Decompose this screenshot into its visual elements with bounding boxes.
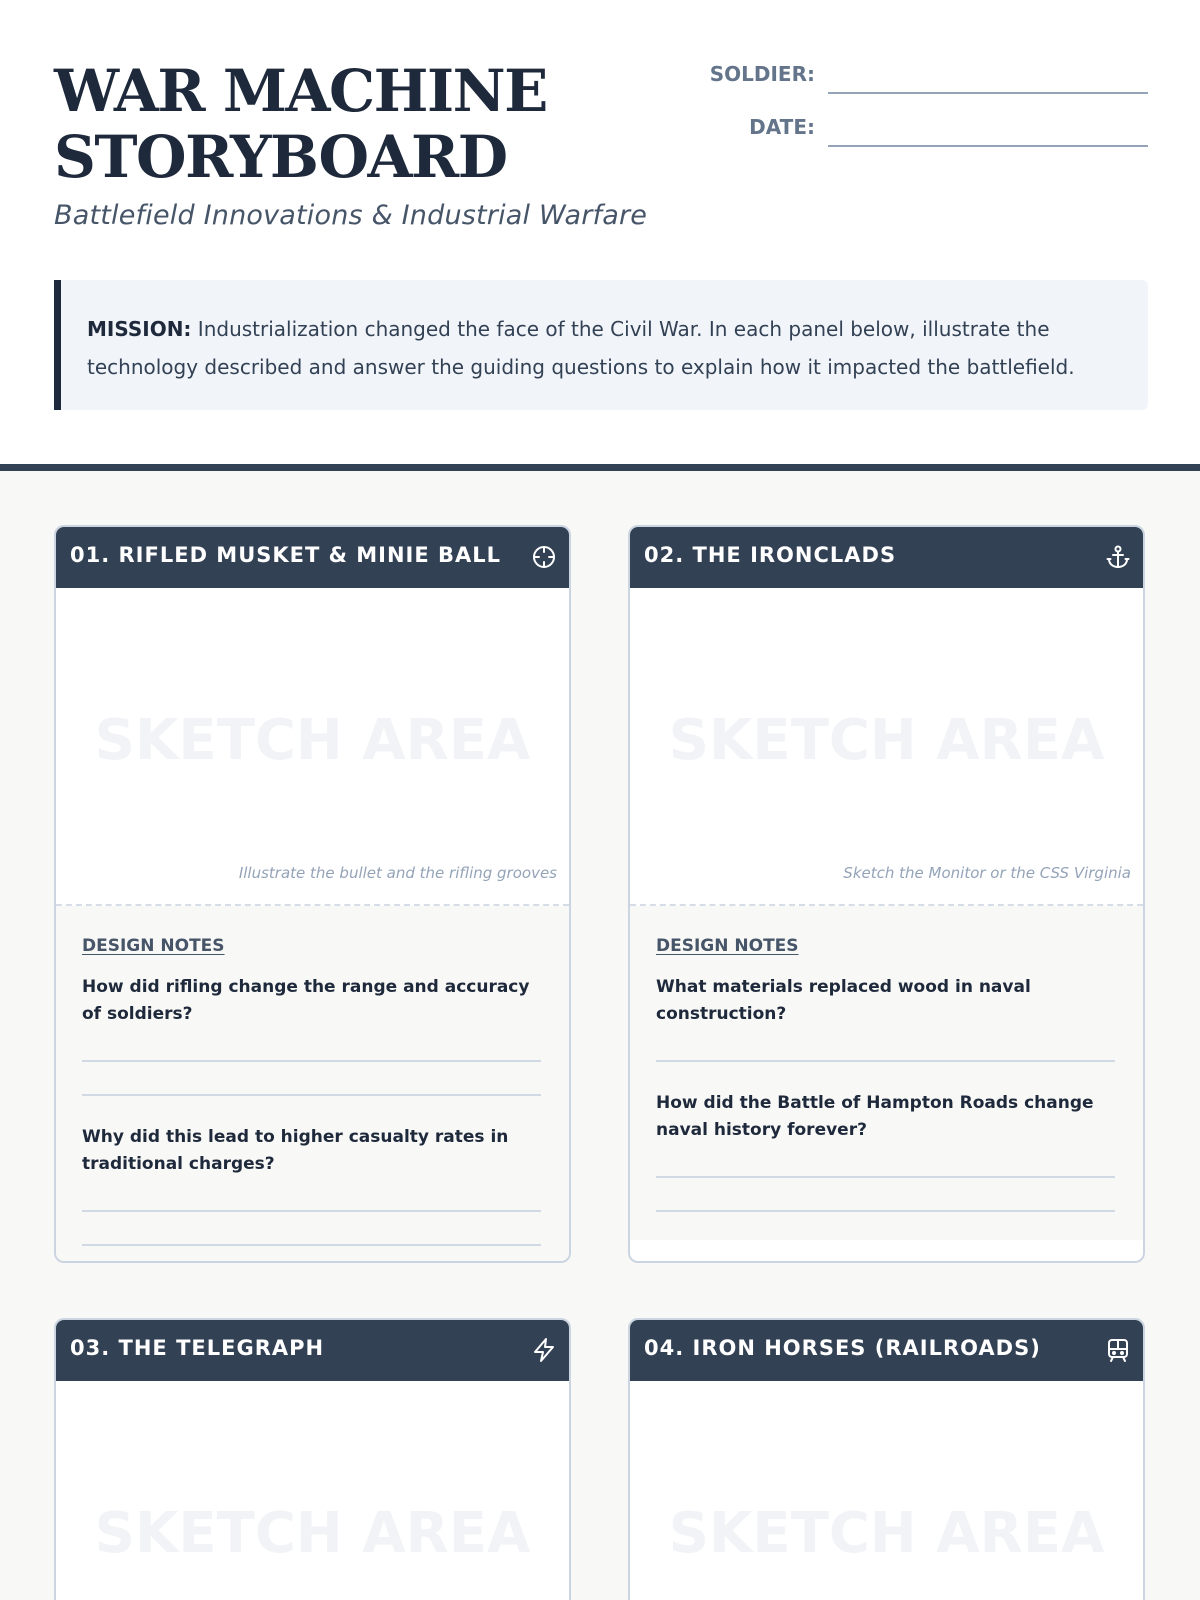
answer-line[interactable] — [82, 1210, 541, 1212]
soldier-field[interactable] — [828, 92, 1148, 94]
panel-title: 03. THE TELEGRAPH — [70, 1336, 325, 1360]
page-subtitle: Battlefield Innovations & Industrial Warfare — [54, 200, 648, 231]
sketch-watermark: SKETCH AREA — [668, 1501, 1105, 1566]
design-notes — [630, 906, 1143, 1240]
panel-header — [630, 1320, 1143, 1381]
sketch-area[interactable] — [56, 588, 569, 906]
sketch-hint: Illustrate the bullet and the rifling grooves — [238, 864, 557, 882]
panel-title: 01. RIFLED MUSKET & MINIE BALL — [70, 543, 502, 567]
mission-text: Industrialization changed the face of the Civil War. In each panel below, illustrate the technology described and answer the guiding questions to explain how it impacted the battlefield. — [87, 317, 1075, 379]
worksheet-header — [0, 0, 1200, 465]
design-notes-heading: DESIGN NOTES — [656, 936, 799, 956]
anchor-icon — [1105, 544, 1131, 570]
question: Why did this lead to higher casualty rates in traditional charges? — [82, 1127, 509, 1174]
panel-header — [56, 527, 569, 588]
title-line-2: STORYBOARD — [54, 123, 507, 191]
answer-line[interactable] — [656, 1176, 1115, 1178]
sketch-watermark: SKETCH AREA — [94, 1501, 531, 1566]
date-field[interactable] — [828, 145, 1148, 147]
sketch-watermark: SKETCH AREA — [668, 708, 1105, 773]
design-notes-heading: DESIGN NOTES — [82, 936, 225, 956]
panel-telegraph — [54, 1318, 571, 1600]
answer-line[interactable] — [82, 1244, 541, 1246]
soldier-label: SOLDIER: — [709, 62, 815, 86]
answer-line[interactable] — [82, 1060, 541, 1062]
panel-rifled-musket — [54, 525, 571, 1263]
design-notes — [56, 906, 569, 1263]
panel-header — [630, 527, 1143, 588]
sketch-watermark: SKETCH AREA — [94, 708, 531, 773]
question: How did rifling change the range and accuracy of soldiers? — [82, 977, 530, 1024]
panel-title: 02. THE IRONCLADS — [644, 543, 897, 567]
mission-box — [54, 280, 1148, 410]
page-title — [54, 58, 547, 190]
panel-ironclads — [628, 525, 1145, 1263]
sketch-hint: Sketch the Monitor or the CSS Virginia — [843, 864, 1131, 882]
mission-label: MISSION: — [87, 317, 192, 341]
panel-title: 04. IRON HORSES (RAILROADS) — [644, 1336, 1041, 1360]
panel-header — [56, 1320, 569, 1381]
date-label: DATE: — [749, 115, 815, 139]
title-line-1: WAR MACHINE — [54, 57, 547, 125]
crosshair-icon — [531, 544, 557, 570]
answer-line[interactable] — [656, 1210, 1115, 1212]
panel-railroads — [628, 1318, 1145, 1600]
sketch-area[interactable] — [630, 1381, 1143, 1600]
sketch-area[interactable] — [630, 588, 1143, 906]
lightning-icon — [531, 1337, 557, 1363]
section-divider — [0, 464, 1200, 471]
sketch-area[interactable] — [56, 1381, 569, 1600]
train-icon — [1105, 1337, 1131, 1363]
question: What materials replaced wood in naval construction? — [656, 977, 1031, 1024]
question: How did the Battle of Hampton Roads change naval history forever? — [656, 1093, 1094, 1140]
